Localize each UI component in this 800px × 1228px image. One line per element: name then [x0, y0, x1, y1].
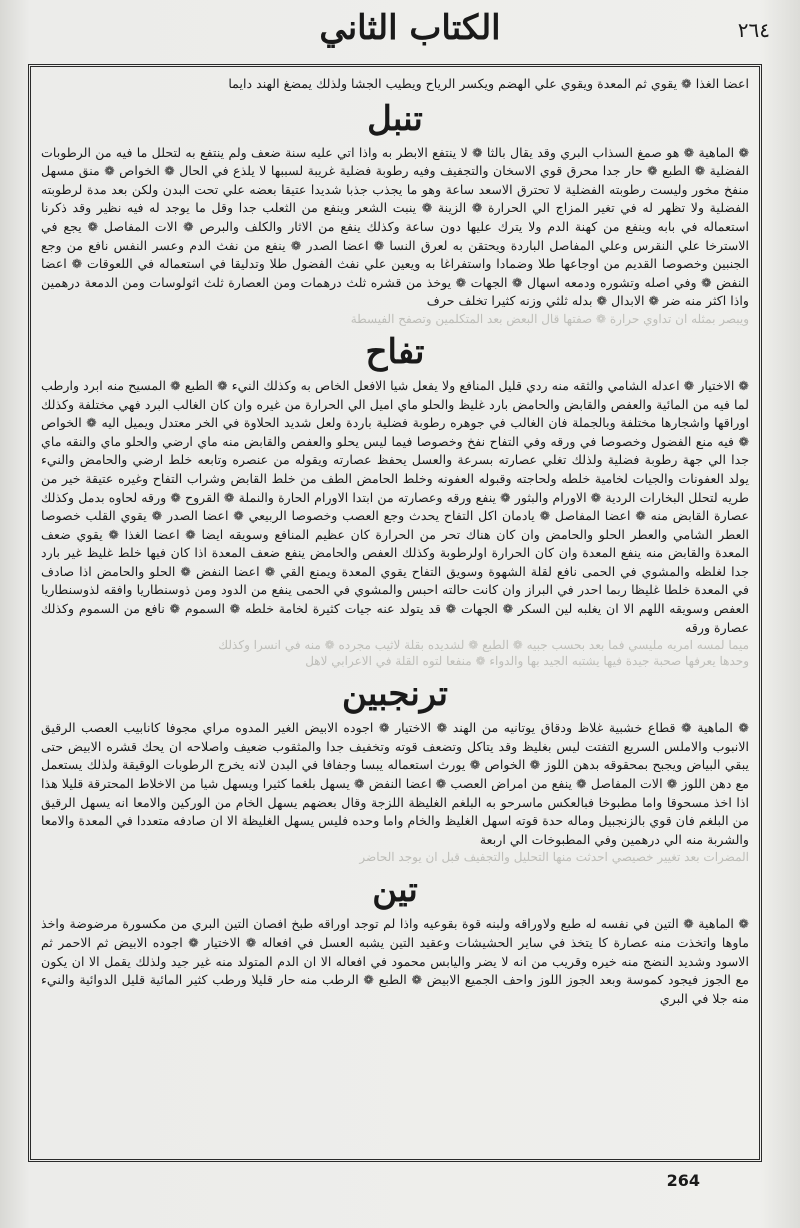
- bleed-through-line: المضرات بعد تغيير خصيصي احدثت منها التحليل والتجفيف قبل ان يوجد الحاضر: [359, 850, 749, 865]
- section-text-tuffah: ❁ الاختيار ❁ اعدله الشامي والثقه منه ردي قليل المنافع ولا يفعل شيا الافعل الخاص به وكذلك النيء ❁ الطبع ❁ المسيح منه ابرد وارطب لما فيه من المائية والعفص والقابض والحامض بارد غليظ والحلو ماي اميل الي الحرارة من غيره وان كان الغالب البرد فهي مختلفة وكذلك اوراقها واشجارها مختلفة وبالجملة فان الغالب في جوهره رطوبة فضلية باردة ولعل شديد الحلاوة في الخر معتدل ويميل اليه ❁ الخواص ❁ فيه منع الفضول وخصوصا في ورقه وفي التفاح نفخ وخصوصا فيما ليس يحلو والعفص والقابض منه ماي ارضي والحلو ماي والنقه ماي جدا الي جهة رطوبة فضلية ولذلك تغلي عصارته بسرعة والعسل يحفظ عصارته ويقوله من عنصره وتابعه خلط ارضي والحامض والنيء يولد العفونات والجيات لخامية خلطه ولحاجته وقبوله العفونه وخلط الحامض الطف من خلط القابض وشراب التفاح وغيره عتيقة خير من طريه لتحلل البخارات الردية ❁ الاورام والبثور ❁ ينفع ورقه وعصارته من ابتدا الاورام الحارة والنملة ❁ القروح ❁ ورقه لحاوه بدمل وكذلك عصارة القابض منه ❁ اعضا المفاصل ❁ يادمان اكل التفاح يحدث وجع العصب وخصوصا الربيعي ❁ اعضا الصدر ❁ يقوي القلب خصوصا العطر الشامي والعطر الحلو والحامض وان كان هناك تحر من الحرارة كان عظيم المنافع وسويقه ايضا ❁ اعضا الغذا ❁ يقوي ضعف المعدة والقابض منه ينفع المعدة وان كان الحرارة اولرطوبة وكذلك العفص والحامض ينفع ضعف المعدة اذا كان فيها خلط غليظ غير بارد جدا لغلظه والمشوي في الحمى نافع لقلة الشهوة وسويق التفاح يقوي المعدة ويمنع القي ❁ اعضا النفض ❁ الحلو والحامض اذا صادف في المعدة خلطا غليظا ربما احدر في البراز وان كانت حالته احبس والمشوي في الحمى ينفع من الدود ومن ذوسنطاريا وافقه لذوسنطاريا العفص وسويقه اللهم الا ان يغلبه لين السكر ❁ الجهات ❁ قد يتولد عنه جيات كثيرة لخامة خلطه ❁ السموم ❁ نافع من السموم وكذلك عصارة ورقه: [41, 377, 749, 635]
- book-title: الكتاب الثاني: [319, 8, 501, 48]
- intro-line: اعضا الغذا ❁ يقوي ثم المعدة ويقوي علي الهضم ويكسر الرياح ويطيب الجشا ولذلك يمضغ الهند دايما: [228, 76, 749, 91]
- footer-page-number: 264: [666, 1171, 700, 1190]
- bleed-through-line: ويبصر بمثله ان تداوي حرارة ❁ صفتها قال البعض بعد المتكلمين وتصفح الفيسطة: [350, 311, 749, 326]
- page-header: [30, 0, 770, 60]
- section-heading-tanbul: تنبل: [367, 98, 423, 139]
- section-heading-tin: تين: [372, 870, 418, 911]
- section-heading-tuffah: تفاح: [365, 331, 425, 372]
- section-text-tanbul: ❁ الماهية ❁ هو صمغ السذاب البري وقد يقال بالثا ❁ لا ينتفع الابطر به واذا اتي عليه سنة ضعف ولم ينتفع به لتحلل ما فيه من الرطوبات الفضلية ❁ الطبع ❁ حار جدا محرق قوي الاسخان والتجفيف وفيه رطوبة فضلية غريبة لسببها لا يلذع في الحال ❁ الخواص ❁ منق مسهل منفخ مخور وليست رطوبته الفضلية لا تحترق الاسعد ساعة وهو ما يجذب جذبا شديدا عتيقا بعضه علي تحت البدن ولكن بعد مدة لرطوبته الفضلية ولا تظهر له في تغير المزاج الي الحرارة ❁ الزينة ❁ ينبت الشعر وينفع من الثعلب جدا وقل ما يوجد له فيه نظير وقد ذكرنا استعماله في بابه وينفع من كهنة الدم ولا يترك عليها دون ساعة وكذلك ينفع من الاثار والكلف والبرص ❁ الات المفاصل ❁ يجع في الاسترخا علي النقرس وعلي المفاصل الباردة ويحتقن به لعرق النسا ❁ اعضا الصدر ❁ ينفع من نفث الدم وعسر النفس نافع من وجع الجنبين وخصوصا القديم من اوجاعها طلا وضمادا واستفراغا به ويعين علي نفث الفضول طلا وتدليقا في استعماله في اللعوقات ❁ اعضا النفض ❁ وفي اصله وتشوره ودمعه اسهال ❁ الجهات ❁ يوخذ من قشره ثلث درهمات ومن العصارة ثلث اثولوسات ومن الدمعة درهمين واذا اكثر منه ضر ❁ الابدال ❁ بدله ثلثي وزنه كثيرا تخلف حرف: [41, 144, 749, 309]
- bleed-through-line: وحدها يعرفها صحبة جيدة فيها يشتبه الجيد بها والدواء ❁ منفعا لتوه القلة في الاعرابي لاهل: [305, 654, 749, 669]
- arabic-page-number: ٢٦٤: [737, 18, 770, 42]
- text-frame: [28, 64, 762, 1162]
- section-text-taranjabin: ❁ الماهية ❁ قطاع خشبية غلاظ ودقاق يوتانيه من الهند ❁ الاختيار ❁ اجوده الابيض الغير المدوه مراي مجوفا كانابيب العصب الرقيق الانبوب والاملس السريع التفتت ليس بغليظ وقد يتاكل وتضعف قوته وتخفيف جدا والمثقوب ضعيف واصلاحه ان يحك قشره الابيض حتى يبقي البياض ويجبح بمحقوقه بدهن اللوز ❁ الخواص ❁ يورث استعماله يبسا وجفافا في البدن لانه يخرج الرطوبات الوقيقة ولذلك يستعمل مع دهن اللوز ❁ الات المفاصل ❁ ينفع من امراض العصب ❁ اعضا النفض ❁ يسهل بلغما كثيرا ويسهل شيا من الاخلاط المحترقة قليلا هذا اذا اخذ مسحوقا واما مطبوخا فبالعكس ماسرحو به البلغم الغليظة اللزجة وقال بعضهم يسهل الخام من الوركين والامعا انه يسهل الرقيق من البلغم فان قوي بالزنجبيل وماله حدة قوته اسهل الغليظ والخام واما وحده فليس يسهل الغليظة الا ان صادفه متعددا في المعدة والامعا والشربة منه الي درهمين وفي المطبوخات الي اربعة: [41, 720, 749, 847]
- bleed-through-line: ميما لمسه امريه مليسي فما بعد بحسب جبيه ❁ الطبع ❁ لشديده بقلة لاثيب مجرده ❁ منه في انسرا وكذلك: [218, 638, 749, 653]
- section-text-tin: ❁ الماهية ❁ التين في نفسه له طبع ولاوراقه ولبنه قوة بقوعيه واذا لم توجد اوراقه طبخ افصان التين البري من مكسورة مرضوضة واخذ ماوها واتخذت منه عصارة كا يتخذ في ساير الحشيشات وعقيد التين يشبه العسل في افعاله ❁ الاختيار ❁ اجوده الابيض ثم الاحمر ثم الاسود وشديد النضج منه خيره وقريب من انه لا يضر واليابس محمود في افعاله الا ان الدم المتولد منه غير جيد ولذلك يقمل الا ان يكون مع الجوز فيجود كموسة وبعد الجوز اللوز واحف الجميع الابيض ❁ الطبع ❁ الرطب منه حار قليلا ورطب كثير المائية قليل الدوائية والنيء منه جلا في البري: [41, 916, 749, 1006]
- section-heading-taranjabin: ترنجبين: [341, 674, 449, 715]
